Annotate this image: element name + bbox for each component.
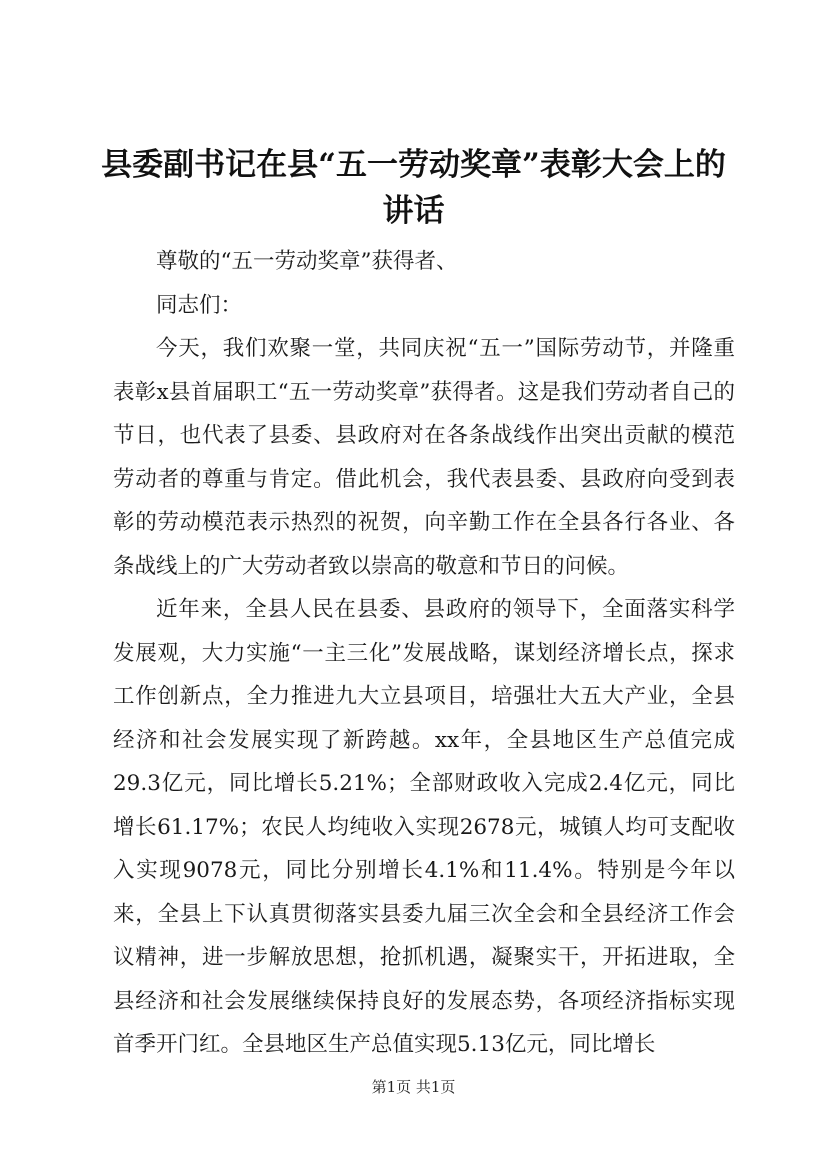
document-title: 县委副书记在县“五一劳动奖章”表彰大会上的讲话 (101, 147, 726, 229)
body-paragraph: 近年来，全县人民在县委、县政府的领导下，全面落实科学发展观，大力实施“一主三化”发展战略，谋划经济增长点，探求工作创新点，全力推进九大立县项目，培强壮大五大产业，全县经济和社会发展实现了新跨越。xx年，全县地区生产总值完成29.3亿元，同比增长5.21%；全部财政收入完成2.4亿元，同比增长61.17%；农民人均纯收入实现2678元，城镇人均可支配收入实现9078元，同比分别增长4.1%和11.4%。特别是今年以来，全县上下认真贯彻落实县委九届三次全会和全县经济工作会议精神，进一步解放思想，抢抓机遇，凝聚实干，开拓进取，全县经济和社会发展继续保持良好的发展态势，各项经济指标实现首季开门红。全县地区生产总值实现5.13亿元，同比增长 (113, 597, 735, 1057)
salutation-line: 尊敬的“五一劳动奖章”获得者、 (156, 249, 458, 274)
document-body (113, 240, 735, 1067)
page-number: 第1页 共1页 (371, 1078, 456, 1096)
body-paragraph: 今天，我们欢聚一堂，共同庆祝“五一”国际劳动节，并隆重表彰x县首届职工“五一劳动奖章”获得者。这是我们劳动者自己的节日，也代表了县委、县政府对在各条战线作出突出贡献的模范劳动者的尊重与肯定。借此机会，我代表县委、县政府向受到表彰的劳动模范表示热烈的祝贺，向辛勤工作在全县各行各业、各条战线上的广大劳动者致以崇高的敬意和节日的问候。 (113, 336, 735, 579)
page-footer (0, 1077, 827, 1097)
salutation-line: 同志们： (156, 292, 243, 318)
